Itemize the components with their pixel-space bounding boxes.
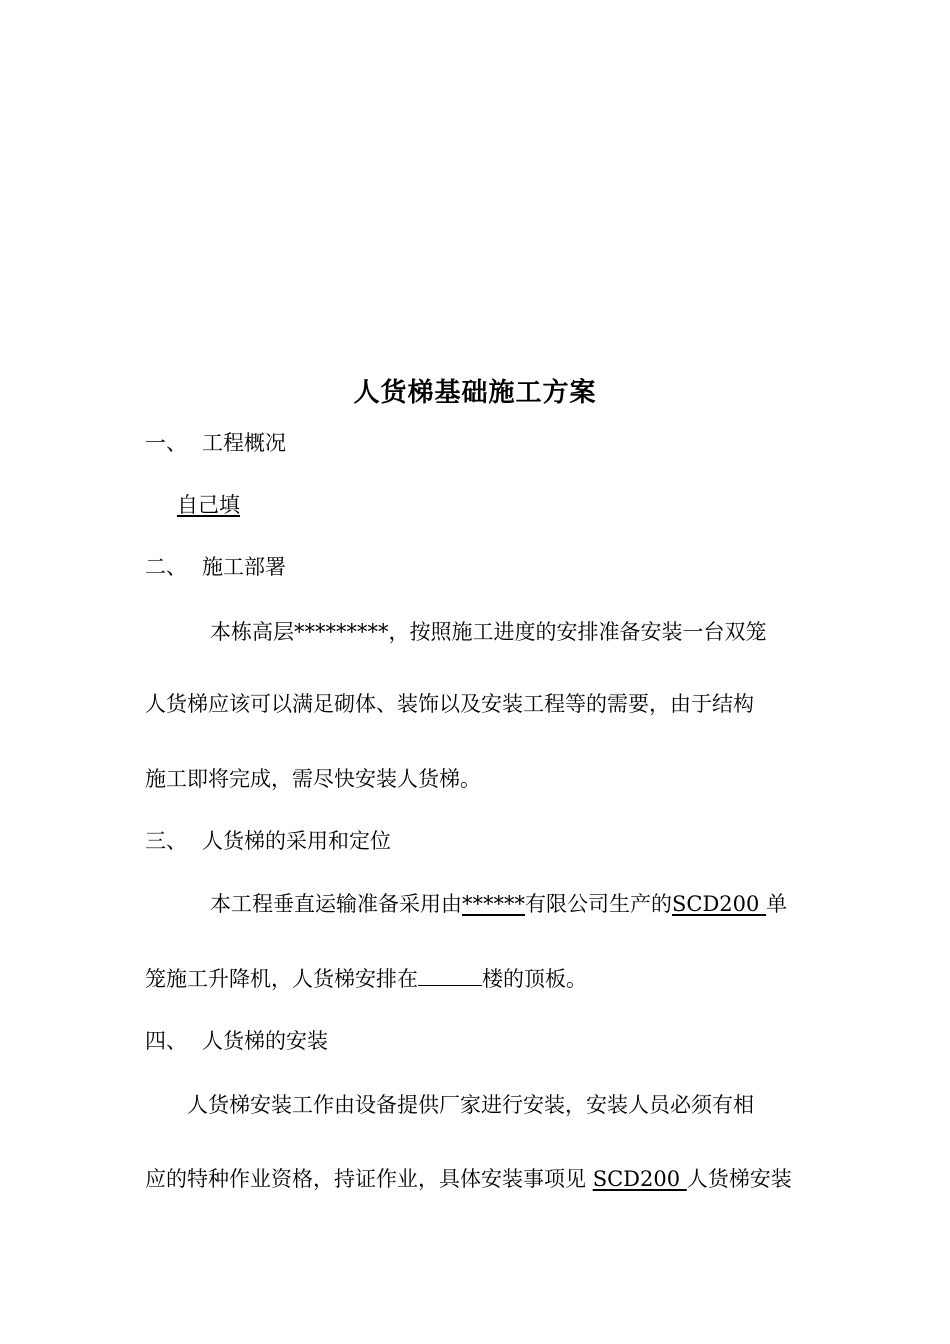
section-number: 四、 <box>145 1029 187 1053</box>
company-placeholder: ****** <box>462 892 525 916</box>
paragraph-line <box>210 889 880 919</box>
document-title: 人货梯基础施工方案 <box>353 378 597 408</box>
text-run: 笼施工升降机，人货梯安排在 <box>145 967 418 991</box>
fill-in-blank <box>418 965 482 986</box>
model-number: SCD200 <box>592 1167 687 1191</box>
paragraph-line <box>145 964 815 994</box>
section-1-heading <box>145 428 815 458</box>
section-number: 二、 <box>145 555 187 579</box>
section-4-heading <box>145 1026 815 1056</box>
paragraph-line: 本栋高层*********，按照施工进度的安排准备安装一台双笼 <box>210 620 767 644</box>
section-3-heading <box>145 826 815 856</box>
section-title: 人货梯的采用和定位 <box>202 829 391 853</box>
section-title: 施工部署 <box>202 555 286 579</box>
text-run: 本工程垂直运输准备采用由 <box>210 892 462 916</box>
text-run: 楼的顶板。 <box>482 967 587 991</box>
fill-in-text: 自己填 <box>177 493 240 517</box>
text-run: 有限公司生产的 <box>525 892 672 916</box>
section-number: 一、 <box>145 431 187 455</box>
paragraph-line: 人货梯应该可以满足砌体、装饰以及安装工程等的需要，由于结构 <box>145 692 754 716</box>
paragraph-line: 施工即将完成，需尽快安装人货梯。 <box>145 767 481 791</box>
section-title: 人货梯的安装 <box>202 1029 328 1053</box>
paragraph-line <box>145 1164 815 1194</box>
section-title: 工程概况 <box>202 431 286 455</box>
section-number: 三、 <box>145 829 187 853</box>
text-run: 人货梯安装 <box>686 1167 792 1191</box>
section-2-heading <box>145 552 815 582</box>
model-number: SCD200 <box>672 892 767 916</box>
paragraph-line: 人货梯安装工作由设备提供厂家进行安装，安装人员必须有相 <box>187 1093 754 1117</box>
text-run: 应的特种作业资格，持证作业，具体安装事项见 <box>145 1167 593 1191</box>
text-run: 单 <box>766 892 788 916</box>
section-1-fill-in <box>177 490 847 520</box>
